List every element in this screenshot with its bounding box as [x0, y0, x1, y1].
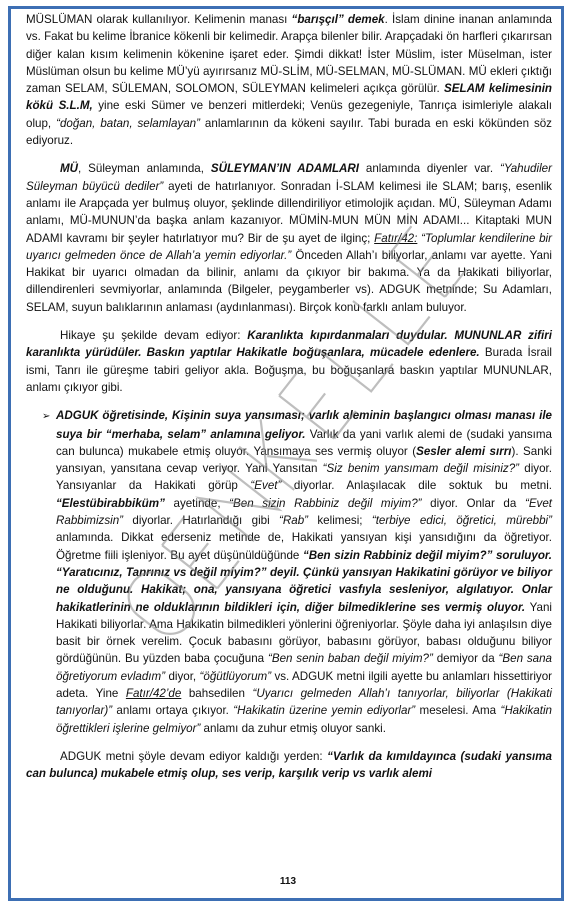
text-run: vs. ADGUK metni ilgili ayette bu anlamları hissettiriyor adeta. Yine — [56, 669, 553, 700]
text-run: “Ben senin baban değil miyim?” — [267, 652, 433, 666]
text-run: diyorlar. Hatırlandığı gibi — [123, 514, 280, 528]
page-number: 113 — [279, 876, 297, 887]
text-run: “Varlık da kımıldayınca (sudaki yansıma can bulunca) mukabele etmiş olup, ses verip, karşılık verip vs varlık alemi — [26, 749, 552, 781]
text-run: “Hakikatin üzerine yemin ediyorlar” — [233, 704, 416, 718]
text-run: “Evet Rabbimizsin” — [56, 496, 553, 528]
text-run: ADGUK öğretisinde, Kişinin suya yansıması; varlık aleminin başlangıcı olması manası ile suya bir “merhaba, selam” anlamına geliyor. — [56, 409, 552, 441]
text-run: Yani Hakikati biliyorlar. Ama Hakikatin bilmedikleri yönlerini öğreniyorlar. Şöyle daha iyi anlaşılsın diye basit bir örnek verelim. Çocuk babasını görüyor, babasını görüyor, babası olduğunu biliyor gördüğünün. Bu yüzden baba çocuğuna — [56, 600, 552, 666]
text-run: bahsedilen — [181, 686, 253, 700]
text-run: “Uyarıcı gelmeden Allah’ı tanıyorlar, biliyorlar (Hakikati tanıyorlar)” — [56, 686, 553, 718]
text-run: meselesi. Ama — [415, 704, 501, 718]
paragraph — [26, 327, 552, 396]
text-run: Burada İsrail ismi, Tanrı ile güreşme tabiri geliyor akla. Boğuşma, bu boğuşanlara baskın yaptılar MUNUNLAR, anlamı çıkıyor gibi. — [26, 346, 552, 394]
paragraph — [26, 11, 552, 149]
text-run: SELAM kelimesinin kökü S.L.M, — [26, 82, 552, 113]
text-run: ayeti de hatırlanıyor. Sonradan İ-SLAM kelimesi ile SLAM; barış, esenlik anlamı ile Arapçada yer bulmuş oluyor, şeklinde dillendiriliyor etimolojik açıdan. MÜ, Süleyman Adamı anlamı, MÜ-MUNUN’da başka anlam kazanıyor. MÜMİN-MUN MÜN MİN ADAMI... Kitaptaki MUN ADAMI kavramı bir şeyler hatırlatıyor mu? Bir de şu ayet de ilginç; — [26, 179, 552, 245]
text-run: Varlık da yani varlık alemi de (sudaki yansıma can bulunca) mukabele etmiş oluyor. Yansımaya ses vermiş oluyor ( — [56, 427, 553, 458]
paragraph — [26, 160, 552, 316]
text-run: “Ben sizin Rabbiniz değil miyim?” soruluyor. “Yaratıcınız, Tanrınız vs değil miyim?” — [56, 548, 552, 579]
text-run: “Siz benim yansımam değil misiniz?” — [322, 462, 520, 476]
text-run: kelimesi; — [308, 514, 372, 528]
text-run: SÜLEYMAN’IN ADAMLARI — [210, 162, 359, 176]
bullet-paragraph — [26, 407, 552, 737]
text-run: deyil. Çünkü yansıyan Hakikatini görüyor ve biliyor ne olduğunu. Hakikat; ona, yansıyana öğretici vasfıyla sesleniyor, algılatıyor. Onlar hakikatlerinin ne olduklarının bildikleri için, diğer bilmediklerine ses vermiş oluyor. — [56, 565, 552, 614]
arrow-bullet-icon: ➢ — [42, 411, 51, 423]
text-run: Karanlıkta kıpırdanmaları duydular. MUNUNLAR zifiri karanlıkta yürüdüler. Baskın yaptılar Hakikatle boğuşanlara, mücadele edenlere. — [26, 329, 552, 360]
text-run: MÜ — [60, 162, 79, 176]
text-run: “Ben sizin Rabbiniz değil miyim?” — [229, 496, 422, 510]
text-run: “terbiye edici, öğretici, mürebbi” — [371, 514, 552, 528]
text-run: anlamı da zuhur etmiş oluyor sanki. — [200, 721, 386, 735]
text-run: “Toplumlar kendilerine bir uyarıcı gelmeden önce de Allah’a yemin ediyorlar.” — [26, 231, 552, 262]
text-run: “Ben sana öğretiyorum evladım” — [56, 652, 553, 683]
text-run: demiyor da — [432, 652, 499, 666]
text-run: Hikaye şu şekilde devam ediyor: — [60, 329, 248, 343]
paragraph — [26, 748, 552, 783]
text-run: . İslam dinine inanan anlamında vs. Fakat bu kelime İbranice kökenli bir kelimedir. Arapça bilenler bilir. Arapçadaki ön harfleri çıkarırsan diğer kalan kısım kelimenin kökenine işaret eder. Şimdi dikkat! İster Müslim, ister Müselman, ister Müslüman olsun bu kelime MÜ’yü ayırırsanız MÜ-SLİM, MÜ-SELMAN, MÜ-SLÜMAN. MÜ ekleri çıktığı zaman SELAM, SÜLEMAN, SOLOMON, SÜLEYMAN kelimeleri açıkça görülür. — [26, 13, 552, 96]
text-run: “Rab” — [279, 514, 309, 528]
text-run: , Süleyman anlamında, — [78, 162, 211, 176]
text-run: diyorlar. Anlaşılacak dile soktuk bu metni. — [281, 479, 553, 493]
page-body — [26, 11, 552, 793]
text-run: “Hakikatin öğrettikleri işlerine gelmiyor” — [56, 704, 552, 735]
text-run: Fatır/42: — [374, 231, 418, 245]
text-run: Sesler alemi sırrı — [416, 444, 512, 458]
text-run: ayetinde, — [164, 496, 230, 510]
text-run: “barışçıl” demek — [291, 13, 385, 26]
text-run: ). Sanki yansıyan, yansıtana cevap veriyor. Yani Yansıtan — [56, 444, 553, 476]
text-run: Fatır/42’de — [125, 686, 182, 700]
text-run: anlamında diyenler var. — [359, 162, 500, 176]
text-run: anlamı ortaya çıkıyor. — [112, 704, 234, 718]
text-run: “doğan, batan, selamlayan” — [56, 116, 200, 130]
text-run: “Evet” — [250, 479, 282, 493]
text-run: yine eski Sümer ve benzeri mitlerdeki; Venüs gezegeniyle, Tanrıça isimleriyle alakalı olup, — [26, 99, 553, 130]
text-run: diyor, — [165, 669, 200, 683]
text-run: MÜSLÜMAN olarak kullanılıyor. Kelimenin manası — [26, 13, 292, 26]
text-run: anlamında. Dikkat ederseniz metinde de, Hakikati yansıyan kişi yansıdığını da öğretiyor. Öğretme fiili işleniyor. Bu ayet düşünüldüğünde — [56, 531, 552, 562]
text-run: “Yahudiler Süleyman büyücü dediler” — [26, 162, 552, 193]
text-run: anlamlarının da kökeni sayılır. Tabi burada en eski kökünden söz ediyoruz. — [26, 116, 552, 148]
text-run: “Elestübirabbiküm” — [56, 496, 165, 510]
text-run: diyor. Onlar da — [421, 496, 525, 510]
text-run: ADGUK metni şöyle devam ediyor kaldığı yerden: — [60, 749, 328, 763]
text-run: “öğütlüyorum” — [199, 669, 272, 683]
text-run: diyor. Yansıyanlar da Hakikati görüp — [56, 462, 552, 493]
text-run: Önceden Allah’ı biliyorlar, anlamı var ayette. Yani Hakikat bir uyarıcı olmadan da bilinir, anlamı da çıkıyor bir bakıma. Ya da Hakikati biliyorlar, dillendirenleri sevmiyorlar, anlamında (Bilgeler, peygamberler vs). ADGUK metninde; Su Adamları, SELAM, suyun balıklarının anlaması (aydınlanması). Birçok konu farklı anlam buluyor. — [26, 248, 552, 314]
